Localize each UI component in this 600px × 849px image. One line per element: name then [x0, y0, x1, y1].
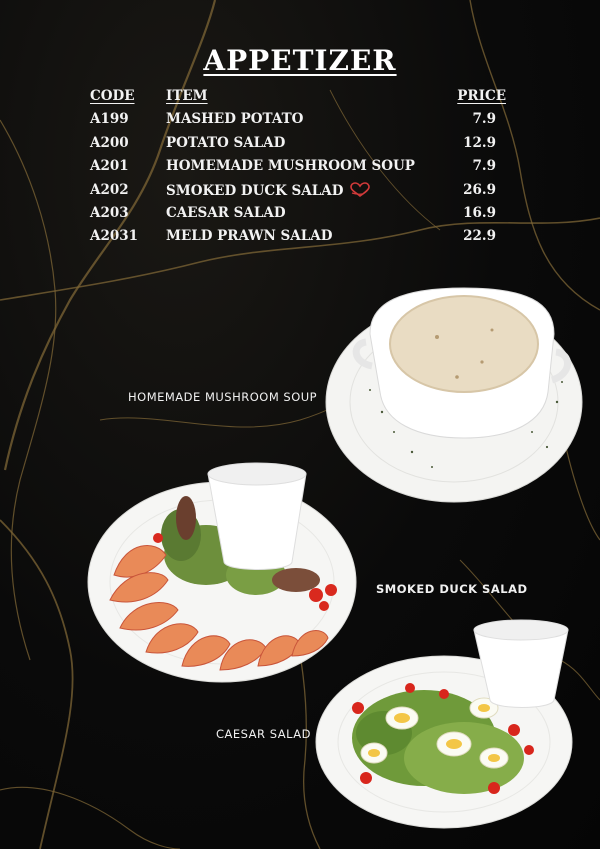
item-price: 12.9 — [463, 134, 496, 151]
item-name: POTATO SALAD — [166, 134, 286, 151]
item-price: 7.9 — [472, 158, 496, 175]
item-name: SMOKED DUCK SALAD — [166, 182, 344, 199]
item-code: A2031 — [90, 228, 139, 245]
caesar-salad-photo — [314, 618, 580, 832]
menu-header-row — [90, 88, 510, 111]
item-code: A199 — [90, 111, 129, 128]
item-code: A202 — [90, 181, 129, 198]
caesar-caption: CAESAR SALAD — [216, 727, 311, 741]
item-name: MASHED POTATO — [166, 111, 304, 128]
heart-icon — [349, 182, 371, 198]
menu-table — [90, 88, 510, 252]
item-price: 7.9 — [472, 111, 496, 128]
menu-row — [90, 111, 510, 134]
code-header: CODE — [90, 88, 135, 104]
item-header: ITEM — [166, 88, 208, 104]
marble-vein — [0, 787, 180, 849]
menu-row — [90, 182, 510, 205]
page-title: APPETIZER — [203, 44, 397, 77]
item-name: MELD PRAWN SALAD — [166, 228, 333, 245]
soup-caption: HOMEMADE MUSHROOM SOUP — [128, 390, 318, 404]
item-name: HOMEMADE MUSHROOM SOUP — [166, 158, 415, 175]
menu-row — [90, 158, 510, 181]
price-header: PRICE — [457, 88, 506, 104]
item-code: A203 — [90, 204, 129, 221]
menu-row — [90, 228, 510, 251]
duck-caption: SMOKED DUCK SALAD — [376, 582, 528, 596]
item-price: 22.9 — [463, 228, 496, 245]
item-name: CAESAR SALAD — [166, 204, 286, 221]
item-code: A200 — [90, 134, 129, 151]
item-price: 16.9 — [463, 204, 496, 221]
item-name-with-badge — [166, 182, 371, 199]
item-price: 26.9 — [463, 181, 496, 198]
item-code: A201 — [90, 158, 129, 175]
marble-vein — [0, 520, 73, 849]
menu-row — [90, 205, 510, 228]
menu-row — [90, 135, 510, 158]
